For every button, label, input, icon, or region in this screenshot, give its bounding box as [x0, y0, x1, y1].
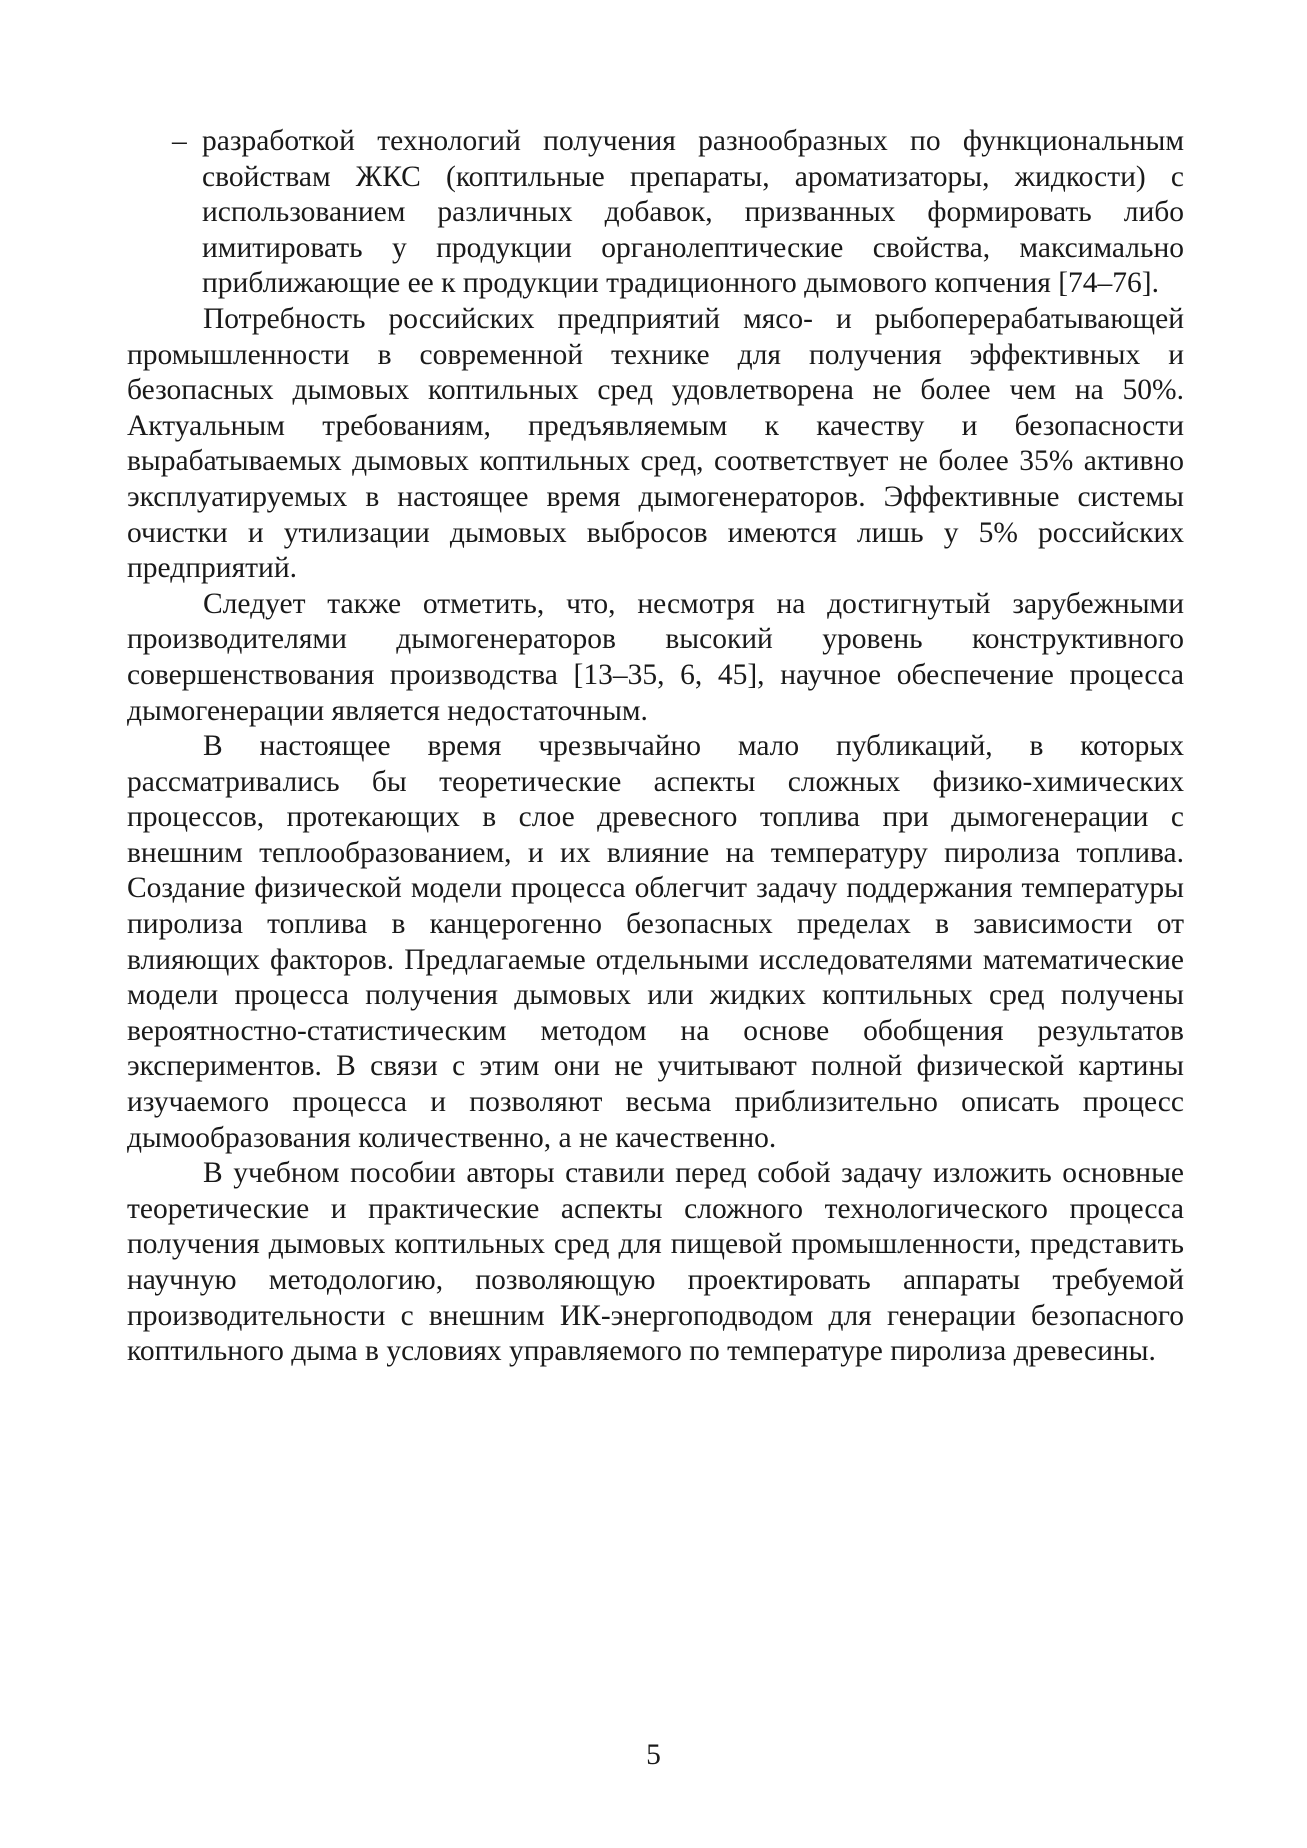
paragraph-4: В учебном пособии авторы ставили перед собой задачу изложить основные теоретические и практические аспекты сложного технологического процесса получения дымовых коптильных сред для пищевой промышленности, представить научную методологию, позволяющую проектировать аппараты требуемой производительности с внешним ИК-энергоподводом для генерации безопасного коптильного дыма в условиях управляемого по температуре пиролиза древесины.: [127, 1157, 1184, 1368]
paragraph-2: Следует также отметить, что, несмотря на достигнутый зарубежными производителями дымогенераторов высокий уровень конструктивного совершенствования производства [13–35, 6, 45], научное обеспечение процесса дымогенерации является недостаточным.: [127, 587, 1184, 727]
body-text: [127, 124, 1184, 1370]
page-number: 5: [646, 1739, 661, 1771]
paragraph-1: Потребность российских предприятий мясо- и рыбоперерабатывающей промышленности в современной технике для получения эффективных и безопасных дымовых коптильных сред удовлетворена не более чем на 50%. Актуальным требованиям, предъявляемым к качеству и безопасности вырабатываемых дымовых коптильных сред, соответствует не более 35% активно эксплуатируемых в настоящее время дымогенераторов. Эффективные системы очистки и утилизации дымовых выбросов имеются лишь у 5% российских предприятий.: [127, 302, 1184, 585]
bullet-text: разработкой технологий получения разнообразных по функциональным свойствам ЖКС (коптильные препараты, ароматизаторы, жидкости) с использованием различных добавок, призванных формировать либо имитировать у продукции органолептические свойства, максимально приближающие ее к продукции традиционного дымового копчения [74–76].: [202, 125, 1184, 300]
list-item: [127, 124, 1184, 302]
paragraph-3: В настоящее время чрезвычайно мало публикаций, в которых рассматривались бы теоретические аспекты сложных физико-химических процессов, протекающих в слое древесного топлива при дымогенерации с внешним теплообразованием, и их влияние на температуру пиролиза топлива. Создание физической модели процесса облегчит задачу поддержания температуры пиролиза топлива в канцерогенно безопасных пределах в зависимости от влияющих факторов. Предлагаемые отдельными исследователями математические модели процесса получения дымовых или жидких коптильных сред получены вероятностно-статистическим методом на основе обобщения результатов экспериментов. В связи с этим они не учитывают полной физической картины изучаемого процесса и позволяют весьма приблизительно описать процесс дымообразования количественно, а не качественно.: [127, 730, 1184, 1154]
dash-bullet-marker: –: [172, 125, 187, 157]
